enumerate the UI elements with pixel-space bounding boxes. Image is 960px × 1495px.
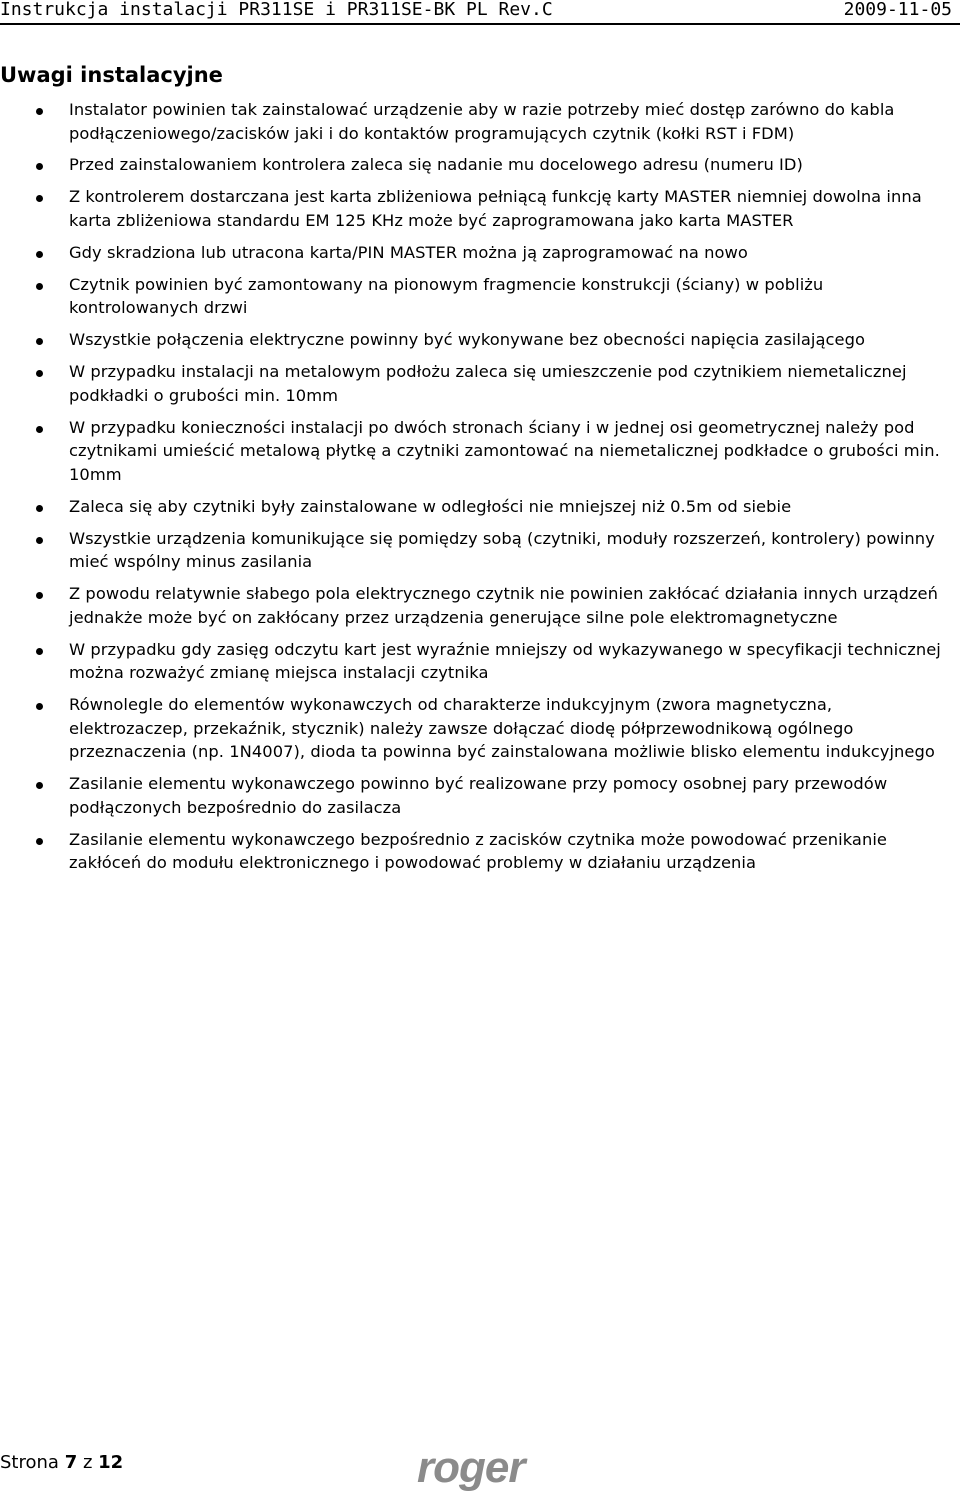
bullet-icon [36,782,43,789]
note-text: Gdy skradziona lub utracona karta/PIN MASTER można ją zaprogramować na nowo [69,242,748,262]
page-current: 7 [64,1452,78,1473]
note-text: Z powodu relatywnie słabego pola elektrycznego czytnik nie powinien zakłócać działania innych urządzeń jednakże może być on zakłócany przez urządzenia generujące silne pole elektromagnetyczne [69,584,938,627]
note-text: Zasilanie elementu wykonawczego powinno być realizowane przy pomocy osobnej pary przewodów podłączonych bezpośrednio do zasilacza [69,774,888,817]
bullet-icon [36,648,43,655]
note-text: Zasilanie elementu wykonawczego bezpośrednio z zacisków czytnika może powodować przenikanie zakłóceń do modułu elektronicznego i powodować problemy w działaniu urządzenia [69,829,887,873]
document-title: Instrukcja instalacji PR311SE i PR311SE-BK PL Rev.C [0,0,553,20]
bullet-icon [36,537,43,544]
bullet-icon [36,592,43,599]
bullet-icon [36,283,43,290]
bullet-icon [36,838,43,845]
section-title: Uwagi instalacyjne [0,63,223,87]
installation-notes-list [0,98,955,883]
note-text: Przed zainstalowaniem kontrolera zaleca się nadanie mu docelowego adresu (numeru ID) [69,155,803,175]
list-item [0,241,955,265]
bullet-icon [36,195,43,202]
list-item [0,153,955,177]
page-total: 12 [98,1452,124,1473]
bullet-icon [36,163,43,170]
note-text: Zaleca się aby czytniki były zainstalowane w odległości nie mniejszej niż 0.5m od siebie [69,496,792,516]
list-item [0,360,955,407]
note-text: Czytnik powinien być zamontowany na pionowym fragmencie konstrukcji (ściany) w pobliżu kontrolowanych drzwi [69,274,824,318]
page-number [0,1451,123,1475]
list-item [0,328,955,352]
bullet-icon [36,108,43,115]
list-item [0,828,955,875]
page-separator: z [82,1452,93,1473]
list-item [0,527,955,574]
bullet-icon [36,703,43,710]
note-text: W przypadku gdy zasięg odczytu kart jest wyraźnie mniejszy od wykazywanego w specyfikacji technicznej można rozważyć zmianę miejsca instalacji czytnika [69,639,941,683]
note-text: Wszystkie połączenia elektryczne powinny być wykonywane bez obecności napięcia zasilającego [69,330,865,350]
list-item [0,185,955,232]
bullet-icon [36,338,43,345]
document-date: 2009-11-05 [843,0,952,20]
bullet-icon [36,251,43,258]
note-text: Wszystkie urządzenia komunikujące się pomiędzy sobą (czytniki, moduły rozszerzeń, kontrolery) powinny mieć wspólny minus zasilania [69,528,935,572]
bullet-icon [36,505,43,512]
bullet-icon [36,426,43,433]
note-text: Równolegle do elementów wykonawczych od charakterze indukcyjnym (zwora magnetyczna, elektrozaczep, przekaźnik, stycznik) należy zawsze dołączać diodę półprzewodnikową ogólnego przeznaczenia (np. 1N4007), dioda ta powinna być zainstalowana możliwie blisko elementu indukcyjnego [69,695,935,762]
page-header [0,0,960,25]
list-item [0,638,955,685]
list-item [0,416,955,487]
note-text: W przypadku konieczności instalacji po dwóch stronach ściany i w jednej osi geometrycznej należy pod czytnikami umieścić metalową płytkę a czytniki zamontować na niemetalicznej podkładce o grubości min. 10mm [69,417,940,484]
list-item [0,693,955,764]
note-text: Z kontrolerem dostarczana jest karta zbliżeniowa pełniącą funkcję karty MASTER niemniej dowolna inna karta zbliżeniowa standardu EM 125 KHz może być zaprogramowana jako karta MASTER [69,187,922,230]
list-item [0,582,955,629]
roger-logo: roger [417,1443,525,1492]
list-item [0,98,955,145]
list-item [0,273,955,320]
page-prefix: Strona [0,1452,59,1473]
list-item [0,495,955,519]
note-text: Instalator powinien tak zainstalować urządzenie aby w razie potrzeby mieć dostęp zarówno do kabla podłączeniowego/zacisków jaki i do kontaktów programujących czytnik (kołki RST i FDM) [69,100,895,143]
list-item [0,772,955,819]
bullet-icon [36,370,43,377]
note-text: W przypadku instalacji na metalowym podłożu zaleca się umieszczenie pod czytnikiem niemetalicznej podkładki o grubości min. 10mm [69,362,907,405]
